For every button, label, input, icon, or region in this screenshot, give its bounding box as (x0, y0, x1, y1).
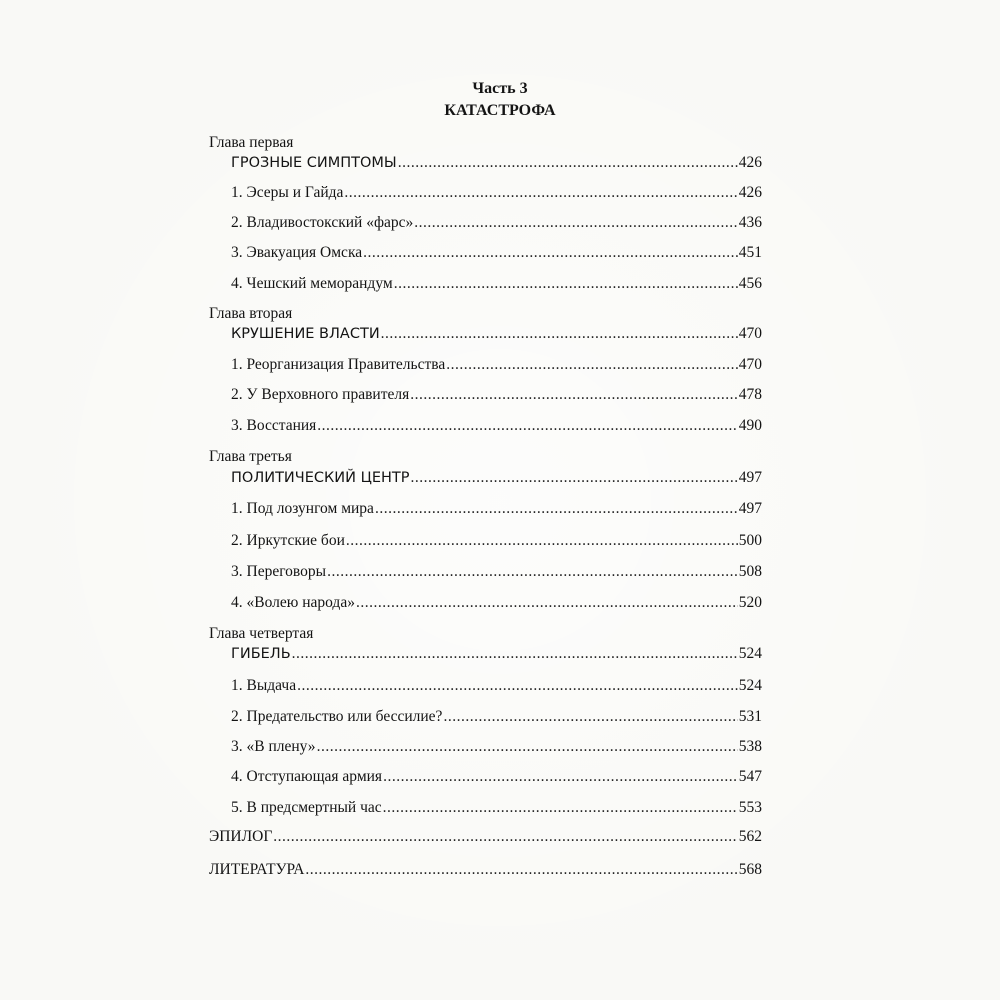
toc-entry (231, 563, 762, 581)
dot-leader (273, 828, 737, 846)
toc-entry (231, 356, 762, 374)
toc-entry (231, 768, 762, 786)
toc-entry-page: 497 (738, 500, 762, 517)
toc-entry-title: 4. Отступающая армия (231, 768, 383, 785)
dot-leader (346, 532, 738, 550)
epilogue-page: 562 (738, 828, 762, 845)
toc-entry-page: 490 (738, 417, 762, 434)
dot-leader (363, 244, 738, 262)
epilogue-row (209, 828, 762, 846)
chapter-1-title-row (231, 154, 762, 172)
toc-entry-title: 3. «В плену» (231, 738, 316, 755)
toc-entry-title: 1. Под лозунгом мира (231, 500, 374, 517)
toc-entry-page: 478 (738, 386, 762, 403)
toc-entry-page: 520 (738, 594, 762, 611)
dot-leader (383, 799, 738, 817)
toc-entry (231, 386, 762, 404)
dot-leader (446, 356, 737, 374)
dot-leader (327, 563, 738, 581)
toc-entry (231, 214, 762, 232)
dot-leader (383, 768, 738, 786)
literature-page: 568 (738, 861, 762, 878)
chapter-2-label: Глава вторая (209, 305, 293, 322)
toc-entry-page: 538 (738, 738, 762, 755)
toc-entry-page: 508 (738, 563, 762, 580)
part-label: Часть 3 (472, 80, 528, 97)
chapter-2-title: КРУШЕНИЕ ВЛАСТИ (231, 326, 380, 342)
dot-leader (297, 677, 738, 695)
toc-entry-page: 426 (738, 184, 762, 201)
chapter-1-label: Глава первая (209, 134, 294, 151)
dot-leader (398, 154, 738, 172)
toc-entry-title: 1. Реорганизация Правительства (231, 356, 446, 373)
dot-leader (356, 594, 738, 612)
toc-entry-title: 3. Восстания (231, 417, 317, 434)
chapter-3-label: Глава третья (209, 448, 292, 465)
toc-entry-page: 436 (738, 214, 762, 231)
dot-leader (317, 738, 738, 756)
toc-entry-page: 451 (738, 244, 762, 261)
dot-leader (443, 708, 737, 726)
toc-entry-page: 553 (738, 799, 762, 816)
epilogue-title: ЭПИЛОГ (209, 828, 273, 845)
toc-entry-title: 5. В предсмертный час (231, 799, 382, 816)
toc-entry (231, 799, 762, 817)
chapter-4-label: Глава четвертая (209, 625, 314, 642)
literature-title: ЛИТЕРАТУРА (209, 861, 305, 878)
toc-entry (231, 275, 762, 293)
toc-entry-title: 1. Эсеры и Гайда (231, 184, 344, 201)
dot-leader (305, 861, 737, 879)
dot-leader (292, 645, 738, 663)
chapter-3-title-row (231, 469, 762, 487)
toc-entry (231, 532, 762, 550)
toc-entry-title: 1. Выдача (231, 677, 297, 694)
chapter-4-page: 524 (738, 645, 762, 662)
dot-leader (375, 500, 738, 518)
dot-leader (394, 275, 738, 293)
toc-entry (231, 677, 762, 695)
toc-entry (231, 738, 762, 756)
part-title: КАТАСТРОФА (444, 102, 556, 119)
toc-entry (231, 708, 762, 726)
toc-entry-title: 2. Предательство или бессилие? (231, 708, 443, 725)
dot-leader (410, 386, 738, 404)
chapter-3-page: 497 (738, 469, 762, 486)
toc-entry (231, 184, 762, 202)
toc-entry-page: 456 (738, 275, 762, 292)
chapter-2-page: 470 (738, 325, 762, 342)
dot-leader (414, 214, 737, 232)
chapter-4-title: ГИБЕЛЬ (231, 646, 291, 662)
dot-leader (381, 325, 738, 343)
toc-entry (231, 594, 762, 612)
toc-entry-title: 4. Чешский меморандум (231, 275, 393, 292)
chapter-2-title-row (231, 325, 762, 343)
toc-entry-title: 4. «Волею народа» (231, 594, 355, 611)
toc-entry-title: 2. Иркутские бои (231, 532, 345, 549)
dot-leader (317, 417, 737, 435)
chapter-4-title-row (231, 645, 762, 663)
literature-row (209, 861, 762, 879)
toc-entry-page: 470 (738, 356, 762, 373)
toc-entry (231, 417, 762, 435)
chapter-1-title: ГРОЗНЫЕ СИМПТОМЫ (231, 155, 397, 171)
chapter-3-title: ПОЛИТИЧЕСКИЙ ЦЕНТР (231, 470, 410, 486)
toc-entry-title: 3. Эвакуация Омска (231, 244, 363, 261)
dot-leader (411, 469, 738, 487)
toc-entry-page: 547 (738, 768, 762, 785)
toc-entry-page: 500 (738, 532, 762, 549)
chapter-1-page: 426 (738, 154, 762, 171)
toc-entry-title: 3. Переговоры (231, 563, 327, 580)
toc-entry-page: 531 (738, 708, 762, 725)
toc-entry (231, 244, 762, 262)
toc-entry-title: 2. Владивостокский «фарс» (231, 214, 414, 231)
toc-entry-page: 524 (738, 677, 762, 694)
toc-entry-title: 2. У Верховного правителя (231, 386, 410, 403)
dot-leader (344, 184, 737, 202)
toc-entry (231, 500, 762, 518)
